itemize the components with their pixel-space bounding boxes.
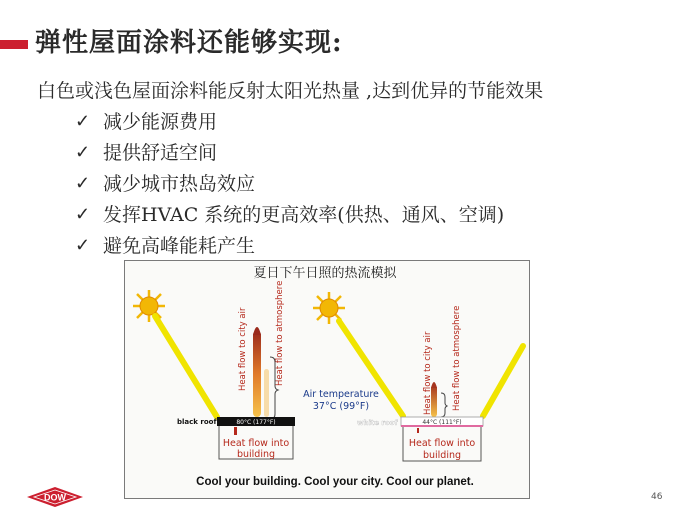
- benefit-item: [75, 230, 504, 261]
- white-roof-label: white roof: [357, 419, 398, 427]
- heat-flow-figure: [124, 260, 530, 499]
- heat-flow-city-label: Heat flow to city air: [423, 331, 433, 415]
- slogan: Cool your building. Cool your city. Cool our planet.: [196, 476, 474, 488]
- heat-into-building-label: building: [422, 450, 462, 461]
- check-icon: ✓: [75, 110, 91, 132]
- heat-into-building-label: Heat flow into: [222, 438, 290, 449]
- air-temperature-label: Air temperature: [303, 389, 379, 400]
- reflected-ray: [483, 346, 523, 416]
- page-number: 46: [651, 492, 663, 502]
- logo-text: DOW: [44, 492, 66, 503]
- heat-flow-atmosphere-label: Heat flow to atmosphere: [275, 280, 285, 386]
- dow-logo: [26, 486, 84, 508]
- sun-ray: [155, 316, 217, 417]
- check-icon: ✓: [75, 234, 91, 256]
- heat-flow-diagram: [125, 261, 531, 500]
- heat-wisp: [264, 369, 269, 417]
- heat-flow-atmosphere-label: Heat flow to atmosphere: [452, 305, 462, 411]
- air-temperature-value: 37°C (99°F): [312, 401, 370, 412]
- heat-drip: [234, 427, 237, 435]
- heat-flame: [253, 327, 261, 335]
- benefit-text: 发挥HVAC 系统的更高效率(供热、通风、空调): [103, 203, 505, 226]
- intro-text: 白色或浅色屋面涂料能反射太阳光热量 ,达到优异的节能效果: [37, 80, 544, 102]
- slide-title: 弹性屋面涂料还能够实现:: [35, 28, 343, 58]
- heat-into-building-label: Heat flow into: [408, 438, 476, 449]
- sun-icon: [133, 290, 165, 322]
- benefit-item: [75, 137, 504, 168]
- figure-caption: 夏日下午日照的热流模拟: [253, 266, 397, 281]
- title-accent-bar: [0, 40, 28, 49]
- black-roof-temperature: 80°C (177°F): [236, 419, 276, 426]
- white-roof-temperature: 44°C (111°F): [422, 419, 462, 426]
- benefit-text: 减少城市热岛效应: [103, 172, 256, 195]
- heat-into-building-label: building: [236, 449, 276, 460]
- benefit-text: 避免高峰能耗产生: [103, 234, 256, 257]
- black-roof-label: black roof: [177, 418, 217, 426]
- check-icon: ✓: [75, 172, 91, 194]
- benefit-text: 提供舒适空间: [103, 141, 218, 164]
- heat-drip: [417, 428, 419, 433]
- benefit-item: [75, 199, 504, 230]
- heat-column: [253, 331, 261, 417]
- benefit-item: [75, 106, 504, 137]
- benefit-item: [75, 168, 504, 199]
- benefit-list: [75, 106, 504, 261]
- brace-icon: [441, 393, 447, 417]
- heat-flow-city-label: Heat flow to city air: [238, 307, 248, 391]
- check-icon: ✓: [75, 203, 91, 225]
- benefit-text: 减少能源费用: [103, 110, 218, 133]
- check-icon: ✓: [75, 141, 91, 163]
